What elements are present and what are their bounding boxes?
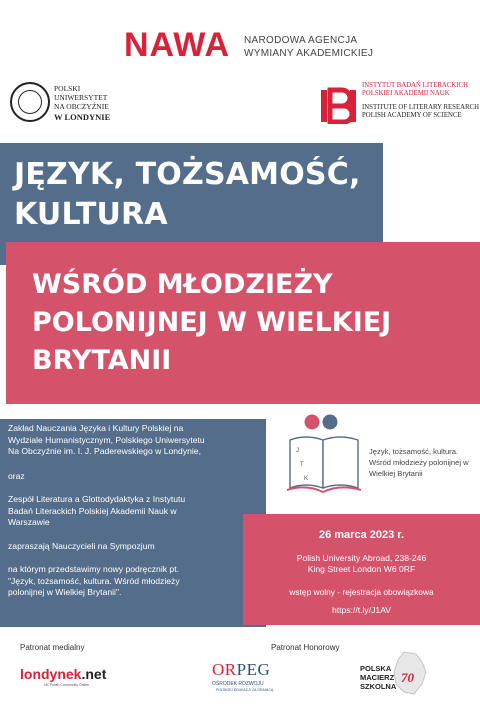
londynek-logo-net: .net — [81, 666, 107, 682]
title-line4: POLONIJNEJ W WIELKIEJ — [32, 307, 392, 338]
orpeg-subtitle-1: OŚRODEK ROZWOJU — [212, 681, 264, 687]
organizer-2 — [8, 494, 260, 529]
organizer-2-line2: Badań Literackich Polskiej Akademii Nauk w — [8, 505, 177, 516]
organizer-2-line3: Warszawie — [8, 517, 50, 527]
title-line5: BRYTANII — [32, 345, 172, 376]
pms-map-icon — [392, 650, 428, 696]
book-letter-j: J — [296, 448, 299, 454]
organizer-1-line1: Zakład Nauczania Języka i Kultury Polskiej na — [8, 423, 184, 433]
textbook-line1: na którym przedstawimy nowy podręcznik pt. — [8, 564, 179, 574]
organizer-and: oraz — [8, 471, 25, 481]
organizer-1-line2: Wydziale Humanistycznym, Polskiego Uniwersytetu — [8, 434, 205, 445]
media-patron-label: Patronat medialny — [20, 643, 85, 652]
pms-anniversary: 70 — [401, 670, 414, 685]
orpeg-logo-or: OR — [212, 660, 237, 679]
organizer-1 — [8, 423, 260, 458]
pms-line2: MACIERZ — [360, 673, 395, 682]
book-letter-k: K — [304, 476, 309, 482]
londynek-tagline: UK Polish Community Online — [44, 683, 90, 687]
puno-line4: W LONDYNIE — [54, 112, 111, 122]
pms-line1: POLSKA — [360, 664, 392, 673]
textbook-line2: "Język, tożsamość, kultura. Wśród młodzieży — [8, 575, 180, 586]
nawa-name-line2: WYMIANY AKADEMICKIEJ — [244, 48, 374, 59]
londynek-logo-main: londynek — [20, 666, 82, 682]
honorary-patron-label: Patronat Honorowy — [271, 643, 340, 652]
puno-line2: UNIWERSYTET — [54, 93, 108, 102]
organizer-1-line3: Na Obczyźnie im. I. J. Paderewskiego w Londynie, — [8, 446, 201, 456]
puno-seal-icon — [10, 82, 50, 122]
puno-name — [54, 84, 110, 122]
ibl-name — [362, 82, 479, 121]
orpeg-subtitle-2: POLSKIEJ EDUKACJI ZA GRANICĄ — [216, 688, 274, 692]
ibl-line3: INSTITUTE OF LITERARY RESEARCH — [362, 103, 479, 111]
pms-line3: SZKOLNA — [360, 682, 397, 691]
puno-line3: NA OBCZYŹNIE — [54, 102, 109, 111]
ibl-line4: POLISH ACADEMY OF SCIENCE — [362, 112, 462, 120]
book-caption-line2: Wśród młodzieży polonijnej w — [369, 458, 469, 467]
title-main — [14, 155, 361, 235]
ibl-line1: INSTYTUT BADAŃ LITERACKICH — [362, 82, 468, 89]
registration-link[interactable]: https://t.ly/J1AV — [331, 605, 392, 615]
ibl-logo-icon — [320, 84, 360, 124]
textbook-line3: polonijnej w Wielkiej Brytanii". — [8, 587, 122, 597]
londynek-logo — [20, 666, 106, 682]
title-line1: JĘZYK, TOŻSAMOŚĆ, — [14, 157, 361, 192]
orpeg-logo — [212, 660, 270, 680]
event-entry-info: wstęp wolny - rejestracja obowiązkowa — [289, 587, 434, 597]
book-caption-line3: Wielkiej Brytanii — [369, 469, 423, 478]
organizer-2-line1: Zespół Literatura a Glottodydaktyka z Instytutu — [8, 494, 186, 504]
pms-logo — [360, 664, 396, 691]
event-date: 26 marca 2023 r. — [318, 529, 405, 541]
event-address-line2: King Street London W6 0RF — [307, 564, 416, 574]
ibl-line2: POLSKIEJ AKADEMII NAUK — [362, 90, 450, 98]
book-icon — [286, 412, 362, 494]
invitation-text: zapraszają Nauczycieli na Sympozjum — [8, 541, 155, 551]
textbook-text — [8, 564, 260, 599]
title-line3: WŚRÓD MŁODZIEŻY — [32, 269, 333, 300]
nawa-logo: NAWA — [124, 26, 230, 64]
title-sub — [32, 266, 391, 380]
title-line2: KULTURA — [14, 197, 168, 232]
event-address-line1: Polish University Abroad, 238-246 — [296, 553, 427, 563]
book-letter-t: T — [300, 462, 304, 468]
nawa-name-line1: NARODOWA AGENCJA — [244, 35, 358, 46]
nawa-name — [244, 34, 373, 60]
puno-line1: POLSKI — [54, 84, 81, 93]
book-caption — [369, 446, 477, 479]
orpeg-logo-peg: PEG — [236, 660, 271, 679]
book-caption-line1: Język, tożsamość, kultura. — [369, 447, 459, 456]
